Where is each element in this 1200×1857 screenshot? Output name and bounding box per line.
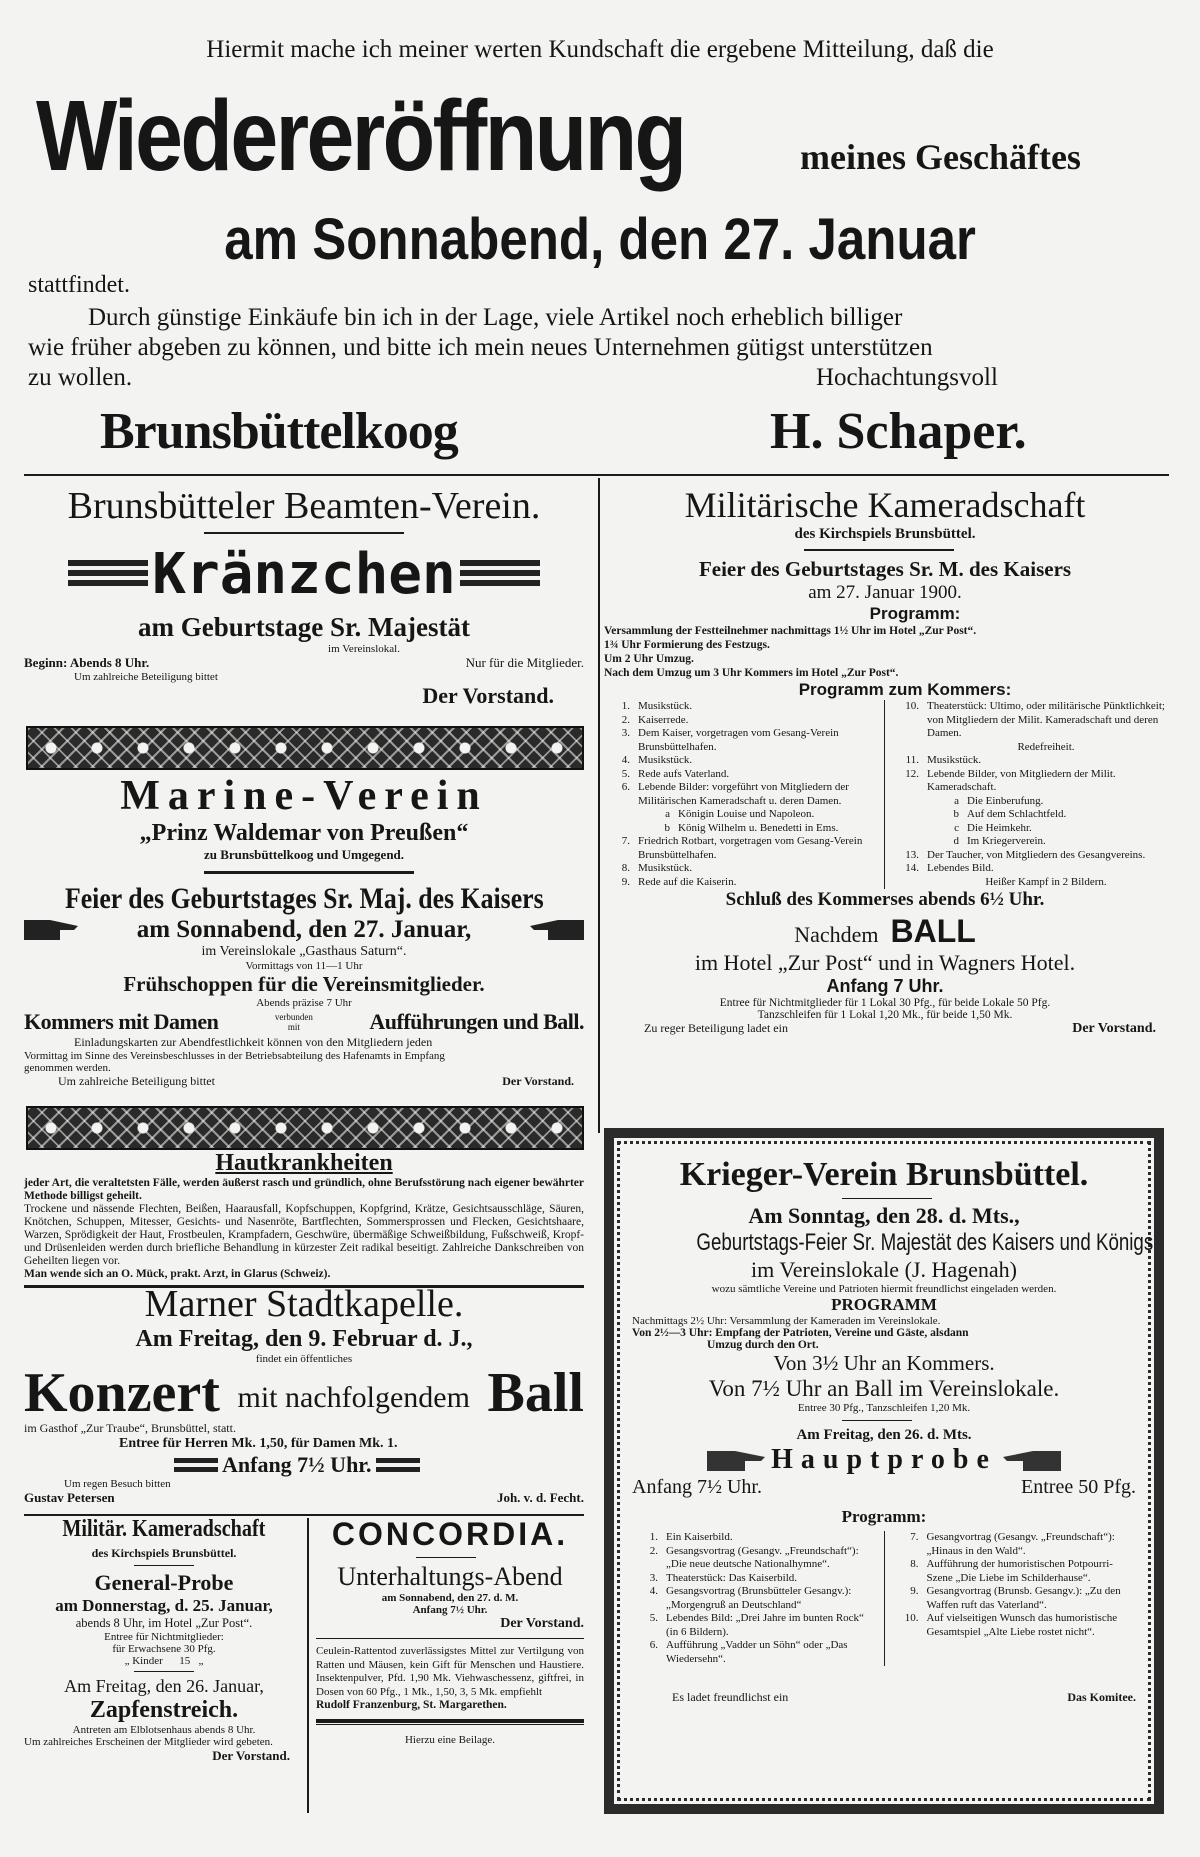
krieger-hauptprobe-row [632,1444,1136,1476]
body-line-3: zu wollen. [28,364,133,391]
program-item [632,1639,876,1666]
program-item [604,781,876,808]
concordia-signed: Der Vorstand. [500,1616,584,1631]
divider [804,549,954,551]
item-number: 8. [910,1558,919,1570]
krieger-title: Krieger-Verein Brunsbüttel. [679,1156,1089,1193]
marine-region: zu Brunsbüttelkoog und Umgegend. [203,847,405,862]
marine-cards-3: genommen werden. [24,1062,111,1074]
mil-schluss: Schluß des Kommerses abends 6½ Uhr. [725,889,1045,910]
krieger-feier: Geburtstags-Feier Sr. Majestät des Kaisers und Königs [696,1229,1154,1256]
headline-row [36,80,776,192]
item-text: Lebendes Bild. [927,862,994,874]
marine-subtitle: „Prinz Waldemar von Preußen“ [139,820,469,846]
mil-feier: Feier des Geburtstages Sr. M. des Kaisers [698,557,1072,581]
beamten-location: im Vereinslokal. [328,643,400,655]
body-line-1: Durch günstige Einkäufe bin ich in der Lage, viele Artikel noch erheblich billiger [88,304,903,331]
program-item [892,1531,1136,1558]
marine-cards-2: Vormittag im Sinne des Vereinsbeschlusses in der Betriebsabteilung des Hafenamts in Empfang [24,1050,445,1062]
item-text: Lebende Bilder: vorgeführt von Mitgliedern der Militärischen Kameradschaft u. deren Damen. [638,781,849,807]
krieger-p4: Von 3½ Uhr an Kommers. [773,1351,995,1375]
krieger-location: im Vereinslokale (J. Hagenah) [751,1257,1017,1282]
program-item [604,754,876,768]
mil-entree-2: Tanzschleifen für 1 Lokal 1,20 Mk., für beide 1,50 Mk. [757,1009,1013,1021]
item-number: 2. [649,1544,658,1557]
program-item [893,835,1165,849]
haut-text-3: Man wende sich an O. Mück, prakt. Arzt, in Glarus (Schweiz). [24,1268,331,1280]
krieger-content [632,1156,1154,1705]
mk-kids: „ Kinder 15 „ [124,1655,204,1667]
krieger-p2: Von 2½—3 Uhr: Empfang der Patrioten, Vereine und Gäste, alsdann [632,1327,969,1339]
mil-location: im Hotel „Zur Post“ und in Wagners Hotel. [694,950,1076,975]
item-number: 6. [621,781,630,793]
divider [316,1638,584,1639]
item-text: Ein Kaiserbild. [666,1531,733,1543]
program-item [632,1585,876,1612]
program-item [604,768,876,782]
mil-list-right [893,700,1165,889]
ornament-border [26,726,584,770]
mil-p4: Nach dem Umzug um 3 Uhr Kommers im Hotel „Zur Post“. [604,667,899,679]
haut-body [24,1177,584,1281]
item-text: Musikstück. [927,754,982,766]
rattentod-ad: Ceulein-Rattentod zuverlässigstes Mittel zur Vertilgung von Ratten und Mäusen, kein Gift für Menschen und Haustiere. Insektenpulver, Pfd. 1,90 Mk. Viehwaschessenz, giftfrei, in Dosen von 60 Pfg., 1 Mk., 1,50, 3, 5 Mk. empfiehlt [316,1645,584,1698]
item-number: 6. [649,1639,658,1651]
krieger-program-list [632,1531,1136,1666]
mil-start: Anfang 7 Uhr. [826,976,944,996]
krieger-footer [632,1666,1136,1705]
marine-footer [24,1074,584,1089]
marine-kommers-row [24,1009,584,1035]
kraenzchen: Kränzchen [152,542,456,607]
mil-program-list [604,700,1166,889]
beamten-occasion: am Geburtstage Sr. Majestät [138,612,470,642]
item-number: 5. [621,767,630,780]
program-item [893,808,1165,822]
concordia-start: Anfang 7½ Uhr. [412,1604,488,1616]
concordia-ad [316,1516,584,1746]
concordia-date: am Sonnabend, den 27. d. M. [381,1592,519,1604]
program-item [892,1585,1136,1612]
program-item [632,1545,876,1572]
mit: mit [287,1022,300,1032]
program-item [604,808,876,822]
mil-ball-row [604,913,1166,950]
program-item [893,862,1165,876]
concordia-event: Unterhaltungs-Abend [337,1562,563,1591]
beamten-signed: Der Vorstand. [422,683,554,708]
item-number: 3. [649,1571,658,1584]
marner-start: Anfang 7½ Uhr. [222,1452,372,1477]
mk-event: General-Probe [94,1570,234,1595]
hautkrankheiten-ad [24,1150,584,1288]
pointing-hand-icon [707,1449,767,1471]
marner-name-1: Gustav Petersen [24,1490,115,1505]
marine-feier: Feier des Geburtstages Sr. Maj. des Kaisers [64,882,544,915]
mk-time: abends 8 Uhr, im Hotel „Zur Post“. [75,1616,253,1630]
item-number: 7. [910,1531,919,1543]
mil-sub: des Kirchspiels Brunsbüttel. [794,526,976,542]
item-number: a [665,808,670,820]
bars-ornament-right [460,560,540,590]
item-number: 10. [904,1612,919,1624]
krieger-start-row [632,1476,1136,1499]
verbunden-mit [275,1012,313,1032]
marine-location: im Vereinslokale „Gasthaus Saturn“. [201,944,407,959]
krieger-hauptprobe: Hauptprobe [771,1444,997,1475]
column-divider [598,478,600,1133]
krieger-entree: Entree 30 Pfg., Tanzschleifen 1,20 Mk. [797,1402,971,1414]
krieger-p3: Umzug durch den Ort. [707,1339,819,1351]
marner-stadtkapelle-ad [24,1282,584,1506]
item-number: 2. [621,713,630,726]
mil-schedule [604,624,1166,680]
item-text: Dem Kaiser, vorgetragen vom Gesang-Verein Brunsbüttelhafen. [638,727,839,753]
marner-signers [24,1490,584,1506]
item-number: 1. [621,700,630,712]
mil-entree-1: Entree für Nichtmitglieder für 1 Lokal 30 Pfg., für beide Lokale 50 Pfg. [719,997,1051,1009]
marine-title: Marine-Verein [120,773,488,819]
krieger-entree-2: Entree 50 Pfg. [1021,1476,1136,1498]
intro-line: Hiermit mache ich meiner werten Kundschaft die ergebene Mitteilung, daß die [206,36,994,63]
item-text: Auf vielseitigen Wunsch das humoristische Gesamtspiel „Alte Liebe rostet nicht“. [926,1612,1118,1638]
beilage-note: Hierzu eine Beilage. [404,1734,496,1746]
mil-p1: Versammlung der Festteilnehmer nachmittags 1½ Uhr im Hotel „Zur Post“. [604,625,977,637]
item-number: 13. [905,848,919,861]
divider [134,1671,194,1672]
beamten-verein-ad [24,484,584,709]
mil-p2: 1¾ Uhr Formierung des Festzugs. [604,639,770,651]
haut-title: Hautkrankheiten [215,1150,393,1176]
program-item [893,876,1165,890]
krieger-date: Am Sonntag, den 28. d. Mts., [748,1203,1020,1228]
item-text: Musikstück. [638,862,693,874]
beamten-row [24,655,584,671]
kraenzchen-row [24,542,584,608]
divider [204,871,414,874]
double-rule [316,1719,584,1726]
krieger-programm: PROGRAMM [831,1295,937,1314]
marine-signed: Der Vorstand. [502,1074,574,1088]
divider [204,532,404,534]
marine-morning-time: Vormittags von 11—1 Uhr [245,960,363,972]
item-number: c [954,821,959,834]
opening-date: am Sonnabend, den 27. Januar [224,207,976,272]
item-number: 7. [621,835,630,847]
headline-tail: meines Geschäftes [800,137,1081,177]
mk-antreten: Antreten am Elblotsenhaus abends 8 Uhr. [72,1724,256,1736]
list-divider [884,1531,885,1666]
marine-invite: Um zahlreiche Beteiligung bittet [58,1074,215,1088]
program-item [632,1531,876,1545]
mk-event-2: Zapfenstreich. [89,1697,239,1723]
item-text: Gesangvortrag (Brunsb. Gesangv.): „Zu den Waffen ruft das Vaterland“. [926,1585,1121,1611]
item-text: Musikstück. [638,700,693,712]
marine-kommers: Kommers mit Damen [24,1009,219,1034]
item-number [893,876,927,890]
marine-cards-1: Einladungskarten zur Abendfestlichkeit können von den Mitgliedern jeden [74,1035,433,1049]
item-text: Im Kriegerverein. [967,835,1046,847]
item-text: Gesangvortrag (Gesangv. „Freundschaft“): „Hinaus in den Wald“. [926,1531,1115,1557]
marine-evening-time: Abends präzise 7 Uhr [256,997,352,1009]
item-text: Heißer Kampf in 2 Bildern. [985,875,1107,888]
mk-date-2: Am Freitag, den 26. Januar, [64,1676,264,1696]
beamten-title: Brunsbütteler Beamten-Verein. [67,485,541,527]
program-item [604,835,876,862]
item-number: a [954,794,959,807]
marner-date: Am Freitag, den 9. Februar d. J., [135,1326,473,1352]
date-line [0,206,1200,273]
bars-ornament-left [68,560,148,590]
item-text: Rede auf die Kaiserin. [638,875,737,888]
mk-title: Militär. Kameradschaft [62,1516,266,1542]
krieger-start: Anfang 7½ Uhr. [632,1476,762,1498]
krieger-wozu: wozu sämtliche Vereine und Patrioten hiermit freundlichst eingeladen werden. [711,1283,1057,1295]
marner-location: im Gasthof „Zur Traube“, Brunsbüttel, statt. [24,1421,236,1435]
item-number: 5. [649,1612,658,1624]
divider [842,1198,932,1199]
beamten-members: Nur für die Mitglieder. [465,655,584,670]
pointing-hand-left-icon [528,918,584,942]
marner-konzert: Konzert [24,1362,220,1424]
mil-date: am 27. Januar 1900. [808,582,962,603]
item-text: Gesangsvortrag (Gesangv. „Freundschaft“): „Die neue deutsche Nationalhymne“. [666,1544,859,1570]
item-text: Kaiserrede. [638,713,689,726]
ornament-border [26,1106,584,1150]
item-number: 4. [621,754,630,766]
program-item [893,754,1165,768]
equals-ornament [376,1458,420,1472]
mil-programm: Programm: [869,604,961,623]
program-item [892,1558,1136,1585]
marine-date: am Sonnabend, den 27. Januar, [136,916,472,943]
item-text: Königin Louise und Napoleon. [678,808,815,820]
divider [842,1420,912,1421]
signature: H. Schaper. [770,403,1027,460]
marner-title: Marner Stadtkapelle. [144,1283,464,1325]
body-line-2: wie früher abgeben zu können, und bitte ich mein neues Unternehmen gütigst unterstützen [28,334,933,361]
pointing-hand-icon [24,918,80,942]
item-text: Friedrich Rotbart, vorgetragen vom Gesang-Verein Brunsbüttelhafen. [638,835,863,861]
marner-start-row [24,1452,584,1478]
mk-signed: Der Vorstand. [212,1748,290,1763]
equals-ornament [174,1458,218,1472]
item-text: Theaterstück: Das Kaiserbild. [666,1571,798,1584]
marine-date-row [24,916,584,944]
rattentod-sign: Rudolf Franzenburg, St. Margarethen. [316,1699,507,1711]
item-number: 9. [910,1585,919,1597]
mil-signed: Der Vorstand. [1072,1021,1156,1036]
item-number: 12. [905,767,919,780]
krieger-invite: Es ladet freundlichst ein [672,1690,789,1704]
item-number [893,741,927,755]
column-divider [307,1518,309,1813]
program-item [604,714,876,728]
item-text: Der Taucher, von Mitgliedern des Gesangvereins. [927,848,1146,861]
closing: Hochachtungsvoll [816,364,998,391]
krieger-friday: Am Freitag, den 26. d. Mts. [796,1427,972,1443]
headline: Wiedereröffnung [36,80,685,192]
item-text: Gesangsvortrag (Brunsbütteler Gesangv.): „Morgengruß an Deutschland“ [666,1585,852,1611]
mk-adults: für Erwachsene 30 Pfg. [112,1643,216,1655]
marine-verein-ad [24,772,584,1089]
mk-title-row [24,1516,304,1546]
item-number: b [953,808,959,820]
divider [134,1565,194,1566]
item-text: Musikstück. [638,754,693,766]
item-text: Aufführung „Vadder un Söhn“ oder „Das Wiedersehn“. [666,1639,848,1665]
item-number: 9. [621,875,630,888]
marner-konzert-row [24,1362,584,1424]
program-item [604,876,876,890]
item-number: b [664,821,670,834]
item-number: 10. [905,700,919,712]
krieger-list-left [632,1531,876,1666]
mil-nachdem: Nachdem [794,922,879,947]
concordia-title: CONCORDIA. [331,1516,569,1552]
item-number: 1. [649,1531,658,1543]
item-text: Redefreiheit. [1017,740,1075,753]
verbunden: verbunden [274,1012,313,1022]
program-item [893,768,1165,795]
item-number: 3. [621,727,630,739]
program-item [604,700,876,714]
pointing-hand-left-icon [1001,1449,1061,1471]
item-number: d [953,835,959,847]
item-number: 8. [621,862,630,874]
program-item [892,1612,1136,1639]
program-item [604,727,876,754]
item-text: Die Heimkehr. [967,821,1032,834]
mil-ball: BALL [890,913,976,949]
marner-name-2: Joh. v. d. Fecht. [496,1490,584,1505]
header-rule [24,474,1169,476]
mk-invite: Um zahlreiches Erscheinen der Mitglieder wird gebeten. [24,1736,273,1748]
program-item [893,795,1165,809]
program-item [893,741,1165,755]
marner-entree: Entree für Herren Mk. 1,50, für Damen Mk. 1. [119,1436,398,1451]
program-item [604,862,876,876]
place: Brunsbüttelkoog [100,403,458,460]
haut-text-1: jeder Art, die veraltetsten Fälle, werden äußerst rasch und gründlich, ohne Berufsstörung nach eigener bewährter Methode billigst geheilt. [24,1177,584,1202]
mk-sub: des Kirchspiels Brunsbüttel. [91,1546,237,1560]
marner-mit: mit nachfolgendem [237,1381,470,1414]
item-text: Rede aufs Vaterland. [638,767,730,780]
item-text: Aufführung der humoristischen Potpourri-Szene „Die Liebe im Schilderhause“. [926,1558,1113,1584]
mil-p3: Um 2 Uhr Umzug. [604,653,694,665]
item-text: König Wilhelm u. Benedetti in Ems. [678,821,839,834]
mil-title: Militärische Kameradschaft [684,485,1086,525]
krieger-signed: Das Komitee. [1067,1690,1136,1704]
mil-list-left [604,700,876,889]
item-number: 11. [905,754,919,766]
mil-footer [604,1021,1166,1037]
militaer-generalprobe-ad [24,1516,304,1764]
marner-invite: Um regen Besuch bitten [64,1478,171,1490]
haut-text-2: Trockene und nässende Flechten, Beißen, Haarausfall, Kopfschuppen, Kopfgrind, Krätze, Gesichtsausschläge, Säuren, Knötchen, Schuppen, Mitesser, Gesichts- und Nasenröte, Bartflechten, Sommersprossen und Flecken, Gesichtshaare, Warzen, Sprödigkeit der Haut, Frostbeulen, Krampfadern, Geschwüre, übermäßige Schweißbildung, Fußschweiß, Kropf- und Drüsenleiden werden durch briefliche Behandlung in kürzester Zeit radikal beseitigt. Zahlreiche Dankschreiben von Geheilten liegen vor. [24,1203,584,1267]
mil-invite: Zu reger Beteiligung ladet ein [644,1021,788,1035]
marine-auffuehrungen: Aufführungen und Ball. [369,1009,584,1034]
mk-entree: Entree für Nichtmitglieder: [104,1631,224,1643]
item-number: 4. [649,1585,658,1597]
beamten-start: Beginn: Abends 8 Uhr. [24,655,150,670]
divider [416,1557,476,1558]
program-item [893,822,1165,836]
militaerische-kameradschaft-ad [604,484,1166,1037]
item-number: 14. [905,862,919,874]
item-text: Lebende Bilder, von Mitgliedern der Milit. Kameradschaft. [927,767,1116,793]
beamten-invite: Um zahlreiche Beteiligung bittet [74,671,218,683]
krieger-p5: Von 7½ Uhr an Ball im Vereinslokale. [708,1376,1060,1401]
item-text: Lebendes Bild: „Drei Jahre im bunten Rock“ (in 6 Bildern). [666,1612,864,1638]
krieger-list-right [892,1531,1136,1666]
program-item [632,1612,876,1639]
item-text: Auf dem Schlachtfeld. [967,808,1067,820]
item-text: Theaterstück: Ultimo, oder militärische Pünktlichkeit; von Mitgliedern der Milit. Kameradschaft und deren Damen. [927,700,1165,739]
krieger-programm-2: Programm: [841,1507,927,1526]
marner-findet: findet ein öffentliches [255,1353,353,1365]
krieger-p1: Nachmittags 2½ Uhr: Versammlung der Kameraden im Vereinslokale. [632,1315,941,1327]
program-item [604,822,876,836]
program-item [893,849,1165,863]
mil-kommers-title: Programm zum Kommers: [798,680,1012,699]
marine-morning-event: Frühschoppen für die Vereinsmitglieder. [123,972,485,996]
program-item [893,700,1165,741]
stattfindet: stattfindet. [28,272,130,298]
marner-ball: Ball [487,1362,584,1424]
list-divider [884,700,885,889]
program-item [632,1572,876,1586]
item-text: Die Einberufung. [967,794,1044,807]
mk-date: am Donnerstag, d. 25. Januar, [55,1596,273,1615]
krieger-verein-ad [604,1128,1164,1814]
